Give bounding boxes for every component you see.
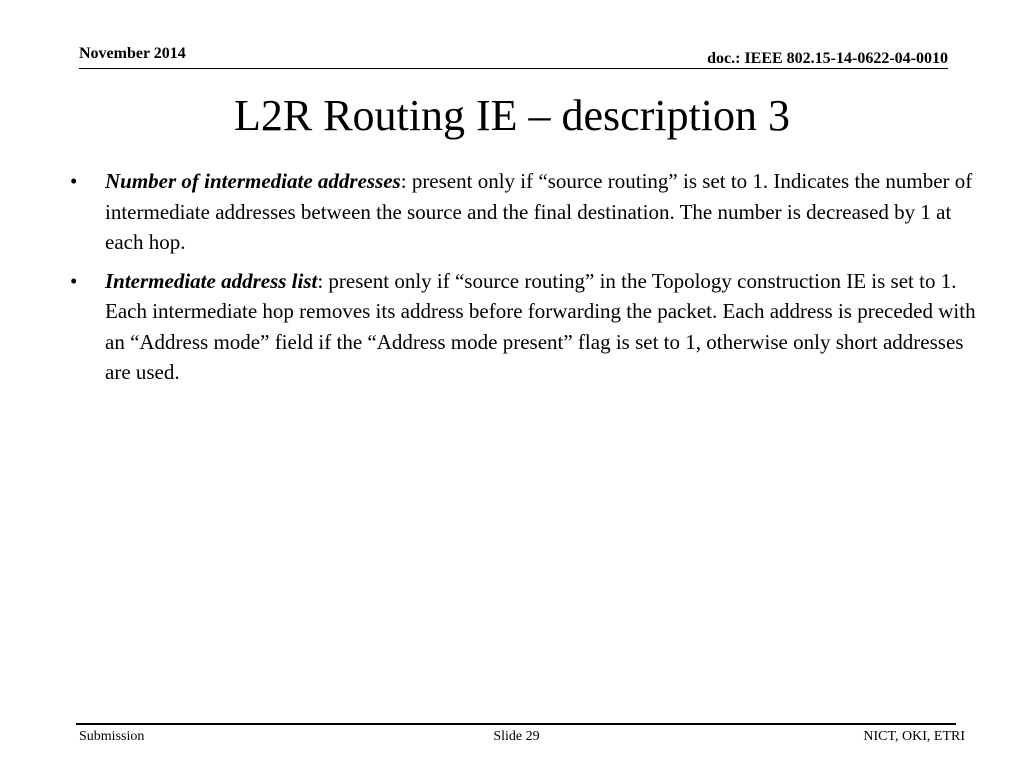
bullet-dot-icon: • bbox=[70, 268, 78, 293]
header-doc-id: doc.: IEEE 802.15-14-0622-04-0010 bbox=[707, 50, 948, 67]
bullet-text: : present only if “source routing” in the Topology construction IE is set to 1. Each intermediate hop removes its address before forwarding the packet. Each address is preceded with an “Address mode” field if the “Address mode present” flag is set to 1, otherwise only short addresses are used. bbox=[105, 268, 976, 384]
bullet-text: : present only if “source routing” is set to 1. Indicates the number of intermediate addresses between the source and the final destination. The number is decreased by 1 at each hop. bbox=[105, 169, 973, 254]
bullet-item-number-of-intermediate-addresses bbox=[70, 166, 980, 258]
bullet-term: Intermediate address list bbox=[105, 268, 318, 293]
bullet-list bbox=[70, 166, 980, 396]
bullet-dot-icon: • bbox=[70, 169, 78, 193]
footer-slide-number: Slide 29 bbox=[493, 729, 540, 744]
footer-submission: Submission bbox=[79, 729, 145, 744]
slide-title: L2R Routing IE – description 3 bbox=[233, 91, 791, 140]
bullet-item-intermediate-address-list bbox=[70, 266, 980, 388]
bullet-term: Number of intermediate addresses bbox=[105, 169, 401, 193]
header-divider bbox=[79, 68, 948, 69]
footer-divider bbox=[76, 723, 956, 725]
header-date: November 2014 bbox=[79, 45, 186, 62]
footer-authors: NICT, OKI, ETRI bbox=[863, 729, 965, 744]
